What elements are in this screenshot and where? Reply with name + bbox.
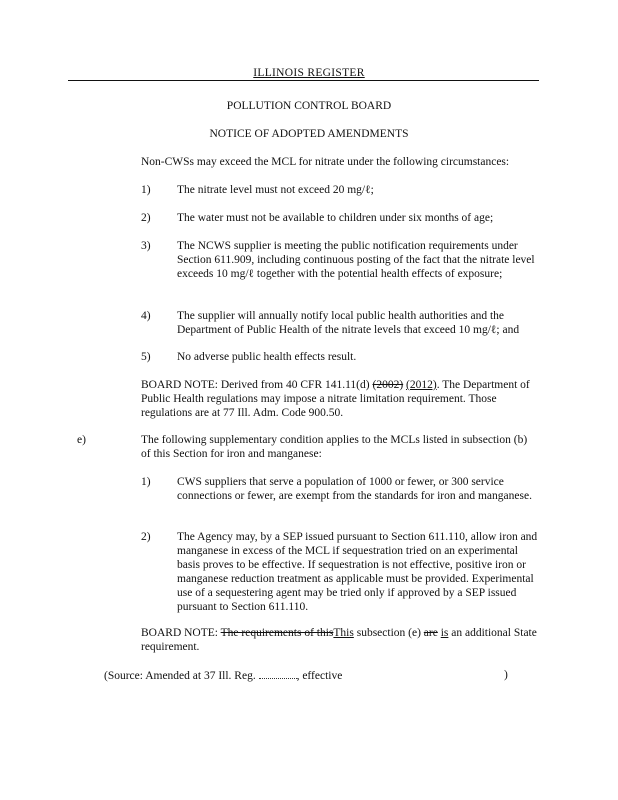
register-title-text: ILLINOIS REGISTER [253,67,365,79]
board-note-2-suffix: an additional State requirement. [141,627,537,653]
nitrate-item-5-num: 5) [141,351,151,363]
iron-item-1-num: 1) [141,476,151,488]
nitrate-item-4-text: The supplier will annually notify local public health authorities and the Department of Public Health of the nitrate levels that exceed 10 mg/ℓ; and [177,310,520,336]
board-note-2-struck-2: are [423,627,438,639]
nitrate-item-3-num: 3) [141,240,151,252]
source-middle: , effective [296,670,343,682]
header-rule [68,80,539,81]
nitrate-item-5-text: No adverse public health effects result. [177,351,357,363]
subsection-e-text: The following supplementary condition applies to the MCLs listed in subsection (b) of this Section for iron and manganese: [141,434,528,460]
source-open: (Source: Amended at 37 Ill. Reg. [104,670,259,682]
board-note-1-suffix: . The Department of Public Health regulations may impose a nitrate limitation requirement. Those regulations are at 77 Ill. Adm. Code 900.50. [141,379,530,419]
notice-title: NOTICE OF ADOPTED AMENDMENTS [209,128,409,140]
board-note-2-struck-1: The requirements of this [220,627,334,639]
source-close: ) [504,669,508,681]
board-note-2-inserted-1: This [333,627,354,639]
board-note-2-inserted-2: is [440,627,449,639]
source-blank [259,668,297,679]
register-title [0,66,618,80]
board-note-1-prefix: BOARD NOTE: Derived from 40 CFR 141.11(d) [141,379,373,391]
board-note-2-mid: subsection (e) [353,627,424,639]
board-note-1-struck: (2002) [372,379,404,391]
nitrate-item-1-num: 1) [141,184,151,196]
nitrate-item-2-text: The water must not be available to children under six months of age; [177,212,494,224]
iron-item-2-text: The Agency may, by a SEP issued pursuant to Section 611.110, allow iron and manganese in excess of the MCL if sequestration tried on an experimental basis proves to be effective. If sequestration is not effective, positive iron or manganese reduction treatment as applicable must be provided. Experimental use of a sequestering agent may be tried only if approved by a SEP issued pursuant to Section 611.110. [177,531,538,613]
nitrate-item-2-num: 2) [141,212,151,224]
intro-paragraph: Non-CWSs may exceed the MCL for nitrate under the following circumstances: [141,156,510,168]
nitrate-item-4-num: 4) [141,310,151,322]
board-note-2-prefix: BOARD NOTE: [141,627,221,639]
board-note-1-inserted: (2012) [406,379,437,391]
board-note-1 [141,378,539,420]
nitrate-item-1-text: The nitrate level must not exceed 20 mg/ℓ; [177,184,374,196]
board-note-2 [141,626,539,654]
iron-item-2-num: 2) [141,531,151,543]
subsection-e-letter: e) [77,434,86,446]
source-line [104,668,404,683]
board-title: POLLUTION CONTROL BOARD [226,100,392,112]
iron-item-1-text: CWS suppliers that serve a population of 1000 or fewer, or 300 service connections or fewer, are exempt from the standards for iron and manganese. [177,476,532,502]
nitrate-item-3-text: The NCWS supplier is meeting the public notification requirements under Section 611.909, including continuous posting of the fact that the nitrate level exceeds 10 mg/ℓ together with the potential health effects of exposure; [177,240,535,280]
